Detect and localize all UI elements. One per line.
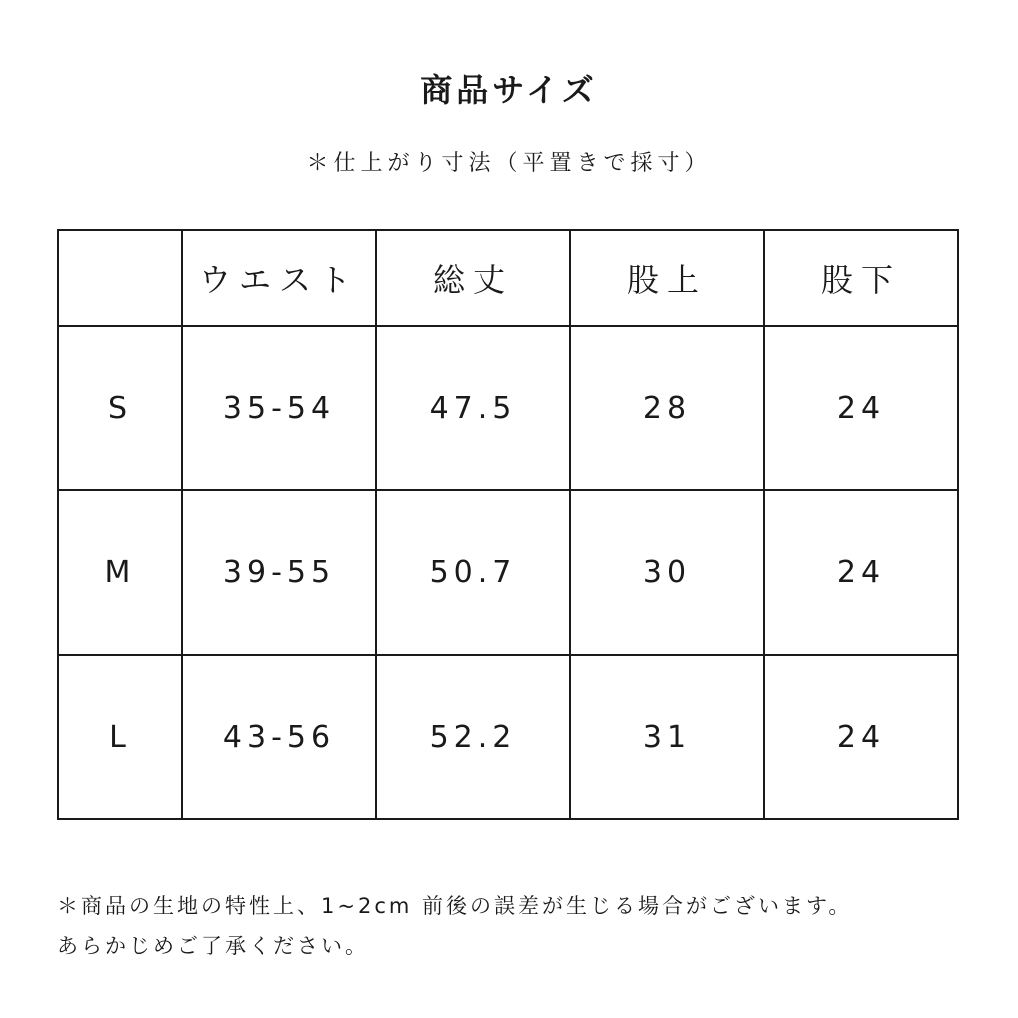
disclaimer-line: あらかじめご了承ください。 — [57, 934, 369, 958]
size-cell: L — [58, 655, 182, 819]
table-header-row — [58, 230, 958, 326]
inseam-cell: 24 — [764, 655, 958, 819]
inseam-cell: 24 — [764, 490, 958, 655]
waist-cell: 43-56 — [182, 655, 376, 819]
table-row — [58, 655, 958, 819]
waist-cell: 35-54 — [182, 326, 376, 490]
rise-cell: 30 — [570, 490, 764, 655]
waist-cell: 39-55 — [182, 490, 376, 655]
measurement-note: ＊仕上がり寸法（平置きで採寸） — [306, 151, 712, 176]
length-cell: 50.7 — [376, 490, 570, 655]
header-size — [58, 230, 182, 326]
page-title: 商品サイズ — [420, 71, 598, 109]
header-waist: ウエスト — [182, 230, 376, 326]
size-cell: S — [58, 326, 182, 490]
size-table — [57, 229, 959, 820]
disclaimer — [57, 886, 977, 966]
header-inseam: 股下 — [764, 230, 958, 326]
size-cell: M — [58, 490, 182, 655]
rise-cell: 31 — [570, 655, 764, 819]
header-total-length: 総丈 — [376, 230, 570, 326]
header-rise: 股上 — [570, 230, 764, 326]
table-row — [58, 326, 958, 490]
disclaimer-line: ＊商品の生地の特性上、1~2cm 前後の誤差が生じる場合がございます。 — [57, 894, 853, 918]
length-cell: 47.5 — [376, 326, 570, 490]
length-cell: 52.2 — [376, 655, 570, 819]
table-row — [58, 490, 958, 655]
inseam-cell: 24 — [764, 326, 958, 490]
rise-cell: 28 — [570, 326, 764, 490]
